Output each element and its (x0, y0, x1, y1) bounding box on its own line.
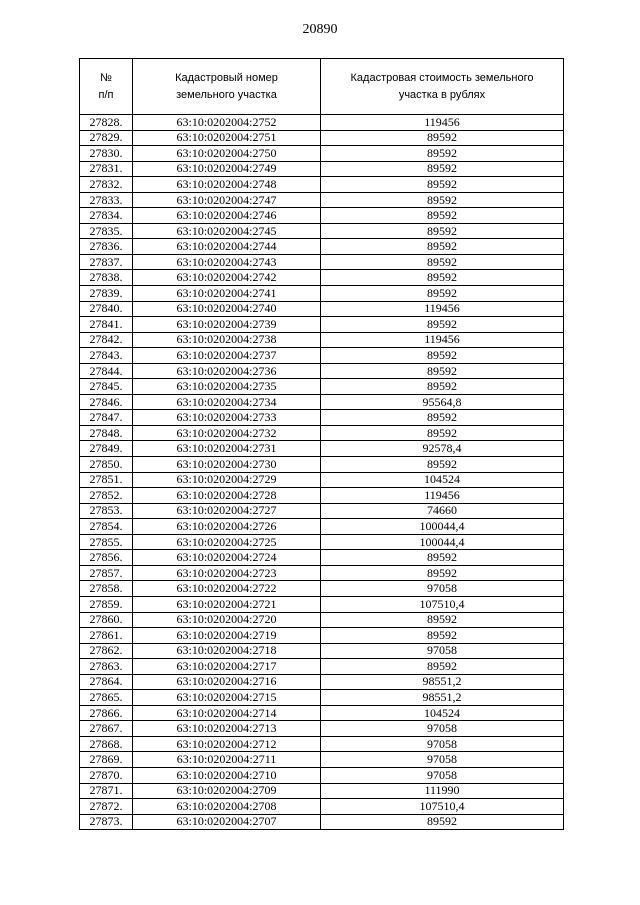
cadastral-value-cell: 119456 (321, 115, 564, 131)
cadastral-number-cell: 63:10:0202004:2745 (133, 223, 321, 239)
row-number-cell: 27841. (80, 317, 133, 333)
row-number-cell: 27830. (80, 146, 133, 162)
row-number-cell: 27868. (80, 736, 133, 752)
cadastral-number-cell: 63:10:0202004:2722 (133, 581, 321, 597)
row-number-cell: 27852. (80, 488, 133, 504)
row-number-cell: 27853. (80, 503, 133, 519)
table-row (80, 643, 564, 659)
cadastral-number-cell: 63:10:0202004:2735 (133, 379, 321, 395)
table-row (80, 192, 564, 208)
table-row (80, 721, 564, 737)
cadastral-value-cell: 89592 (321, 565, 564, 581)
row-number-cell: 27832. (80, 177, 133, 193)
cadastral-number-cell: 63:10:0202004:2732 (133, 425, 321, 441)
row-number-cell: 27835. (80, 223, 133, 239)
row-number-cell: 27851. (80, 472, 133, 488)
cadastral-number-cell: 63:10:0202004:2748 (133, 177, 321, 193)
row-number-cell: 27843. (80, 348, 133, 364)
row-number-cell: 27854. (80, 519, 133, 535)
table-row (80, 208, 564, 224)
cadastral-value-cell: 89592 (321, 146, 564, 162)
row-number-cell: 27834. (80, 208, 133, 224)
cadastral-value-cell: 100044,4 (321, 519, 564, 535)
cadastral-value-cell: 89592 (321, 192, 564, 208)
cadastral-number-cell: 63:10:0202004:2727 (133, 503, 321, 519)
table-row (80, 441, 564, 457)
cadastral-value-cell: 104524 (321, 472, 564, 488)
cadastral-number-cell: 63:10:0202004:2725 (133, 534, 321, 550)
table-row (80, 799, 564, 815)
table-row (80, 519, 564, 535)
cadastral-number-cell: 63:10:0202004:2728 (133, 488, 321, 504)
cadastral-value-cell: 89592 (321, 628, 564, 644)
row-number-cell: 27836. (80, 239, 133, 255)
table-row (80, 223, 564, 239)
cadastral-value-cell: 89592 (321, 254, 564, 270)
cadastral-number-cell: 63:10:0202004:2752 (133, 115, 321, 131)
header-row-number: № п/п (80, 59, 133, 115)
cadastral-number-cell: 63:10:0202004:2724 (133, 550, 321, 566)
table-header-row (80, 59, 564, 115)
cadastral-number-cell: 63:10:0202004:2711 (133, 752, 321, 768)
table-row (80, 705, 564, 721)
table-row (80, 628, 564, 644)
cadastral-value-cell: 89592 (321, 379, 564, 395)
cadastral-number-cell: 63:10:0202004:2708 (133, 799, 321, 815)
page-number: 20890 (302, 22, 338, 37)
table-row (80, 472, 564, 488)
row-number-cell: 27845. (80, 379, 133, 395)
cadastral-value-cell: 98551,2 (321, 690, 564, 706)
cadastral-number-cell: 63:10:0202004:2736 (133, 363, 321, 379)
table-body (80, 115, 564, 830)
table-row (80, 301, 564, 317)
cadastral-value-cell: 89592 (321, 612, 564, 628)
cadastral-value-cell: 89592 (321, 270, 564, 286)
row-number-cell: 27829. (80, 130, 133, 146)
cadastral-number-cell: 63:10:0202004:2723 (133, 565, 321, 581)
cadastral-value-cell: 97058 (321, 752, 564, 768)
row-number-cell: 27839. (80, 286, 133, 302)
table-row (80, 425, 564, 441)
row-number-cell: 27833. (80, 192, 133, 208)
table-row (80, 503, 564, 519)
cadastral-value-cell: 89592 (321, 239, 564, 255)
row-number-cell: 27871. (80, 783, 133, 799)
cadastral-value-cell: 89592 (321, 814, 564, 830)
cadastral-number-cell: 63:10:0202004:2717 (133, 659, 321, 675)
cadastral-number-cell: 63:10:0202004:2733 (133, 410, 321, 426)
row-number-cell: 27865. (80, 690, 133, 706)
cadastral-number-cell: 63:10:0202004:2726 (133, 519, 321, 535)
table-row (80, 612, 564, 628)
table-row (80, 736, 564, 752)
cadastral-number-cell: 63:10:0202004:2749 (133, 161, 321, 177)
cadastral-number-cell: 63:10:0202004:2720 (133, 612, 321, 628)
table-row (80, 457, 564, 473)
cadastral-number-cell: 63:10:0202004:2709 (133, 783, 321, 799)
cadastral-number-cell: 63:10:0202004:2721 (133, 596, 321, 612)
row-number-cell: 27847. (80, 410, 133, 426)
cadastral-number-cell: 63:10:0202004:2713 (133, 721, 321, 737)
cadastral-number-cell: 63:10:0202004:2730 (133, 457, 321, 473)
cadastral-value-cell: 89592 (321, 286, 564, 302)
cadastral-value-cell: 89592 (321, 410, 564, 426)
row-number-cell: 27856. (80, 550, 133, 566)
table-row (80, 363, 564, 379)
table-row (80, 332, 564, 348)
cadastral-number-cell: 63:10:0202004:2740 (133, 301, 321, 317)
cadastral-value-cell: 111990 (321, 783, 564, 799)
cadastral-value-cell: 89592 (321, 223, 564, 239)
cadastral-number-cell: 63:10:0202004:2739 (133, 317, 321, 333)
table-row (80, 783, 564, 799)
row-number-cell: 27869. (80, 752, 133, 768)
table-row (80, 379, 564, 395)
table-row (80, 177, 564, 193)
cadastral-number-cell: 63:10:0202004:2738 (133, 332, 321, 348)
header-cadastral-number: Кадастровый номер земельного участка (133, 59, 321, 115)
cadastral-value-cell: 89592 (321, 317, 564, 333)
row-number-cell: 27840. (80, 301, 133, 317)
row-number-cell: 27846. (80, 394, 133, 410)
table-row (80, 565, 564, 581)
row-number-cell: 27873. (80, 814, 133, 830)
row-number-cell: 27861. (80, 628, 133, 644)
cadastral-value-cell: 89592 (321, 659, 564, 675)
cadastral-number-cell: 63:10:0202004:2710 (133, 767, 321, 783)
table-row (80, 581, 564, 597)
cadastral-value-cell: 119456 (321, 332, 564, 348)
row-number-cell: 27858. (80, 581, 133, 597)
table-row (80, 348, 564, 364)
table-row (80, 130, 564, 146)
cadastral-value-cell: 89592 (321, 130, 564, 146)
cadastral-number-cell: 63:10:0202004:2714 (133, 705, 321, 721)
row-number-cell: 27857. (80, 565, 133, 581)
cadastral-value-table (79, 58, 564, 830)
row-number-cell: 27848. (80, 425, 133, 441)
cadastral-number-cell: 63:10:0202004:2744 (133, 239, 321, 255)
row-number-cell: 27872. (80, 799, 133, 815)
table-row (80, 161, 564, 177)
table-row (80, 814, 564, 830)
table-row (80, 394, 564, 410)
cadastral-value-cell: 95564,8 (321, 394, 564, 410)
table-row (80, 767, 564, 783)
cadastral-number-cell: 63:10:0202004:2719 (133, 628, 321, 644)
cadastral-number-cell: 63:10:0202004:2707 (133, 814, 321, 830)
cadastral-value-cell: 97058 (321, 736, 564, 752)
table-row (80, 286, 564, 302)
row-number-cell: 27844. (80, 363, 133, 379)
cadastral-number-cell: 63:10:0202004:2729 (133, 472, 321, 488)
table-row (80, 534, 564, 550)
table-row (80, 115, 564, 131)
cadastral-number-cell: 63:10:0202004:2746 (133, 208, 321, 224)
cadastral-number-cell: 63:10:0202004:2741 (133, 286, 321, 302)
cadastral-number-cell: 63:10:0202004:2750 (133, 146, 321, 162)
row-number-cell: 27828. (80, 115, 133, 131)
cadastral-value-cell: 89592 (321, 177, 564, 193)
cadastral-value-cell: 89592 (321, 425, 564, 441)
cadastral-number-cell: 63:10:0202004:2716 (133, 674, 321, 690)
cadastral-value-cell: 97058 (321, 767, 564, 783)
cadastral-number-cell: 63:10:0202004:2712 (133, 736, 321, 752)
table-row (80, 659, 564, 675)
table-row (80, 410, 564, 426)
row-number-cell: 27855. (80, 534, 133, 550)
cadastral-value-cell: 107510,4 (321, 799, 564, 815)
header-cadastral-value: Кадастровая стоимость земельного участка в рублях (321, 59, 564, 115)
row-number-cell: 27842. (80, 332, 133, 348)
cadastral-value-cell: 119456 (321, 301, 564, 317)
cadastral-number-cell: 63:10:0202004:2743 (133, 254, 321, 270)
cadastral-number-cell: 63:10:0202004:2737 (133, 348, 321, 364)
table-row (80, 317, 564, 333)
cadastral-value-cell: 92578,4 (321, 441, 564, 457)
table-row (80, 146, 564, 162)
cadastral-value-cell: 97058 (321, 721, 564, 737)
row-number-cell: 27860. (80, 612, 133, 628)
row-number-cell: 27849. (80, 441, 133, 457)
cadastral-number-cell: 63:10:0202004:2751 (133, 130, 321, 146)
cadastral-value-cell: 107510,4 (321, 596, 564, 612)
row-number-cell: 27863. (80, 659, 133, 675)
row-number-cell: 27866. (80, 705, 133, 721)
cadastral-value-cell: 97058 (321, 581, 564, 597)
row-number-cell: 27870. (80, 767, 133, 783)
table-row (80, 254, 564, 270)
table-row (80, 270, 564, 286)
cadastral-number-cell: 63:10:0202004:2742 (133, 270, 321, 286)
table-row (80, 239, 564, 255)
cadastral-value-cell: 89592 (321, 550, 564, 566)
row-number-cell: 27831. (80, 161, 133, 177)
row-number-cell: 27838. (80, 270, 133, 286)
cadastral-value-cell: 119456 (321, 488, 564, 504)
table-row (80, 752, 564, 768)
cadastral-value-cell: 89592 (321, 348, 564, 364)
cadastral-number-cell: 63:10:0202004:2715 (133, 690, 321, 706)
table-row (80, 690, 564, 706)
row-number-cell: 27850. (80, 457, 133, 473)
row-number-cell: 27864. (80, 674, 133, 690)
row-number-cell: 27867. (80, 721, 133, 737)
cadastral-value-cell: 89592 (321, 363, 564, 379)
cadastral-value-cell: 89592 (321, 457, 564, 473)
table-row (80, 550, 564, 566)
cadastral-value-cell: 100044,4 (321, 534, 564, 550)
table-row (80, 488, 564, 504)
cadastral-value-cell: 89592 (321, 208, 564, 224)
row-number-cell: 27859. (80, 596, 133, 612)
cadastral-value-cell: 104524 (321, 705, 564, 721)
row-number-cell: 27862. (80, 643, 133, 659)
cadastral-number-cell: 63:10:0202004:2747 (133, 192, 321, 208)
cadastral-number-cell: 63:10:0202004:2731 (133, 441, 321, 457)
table-row (80, 674, 564, 690)
cadastral-value-cell: 74660 (321, 503, 564, 519)
row-number-cell: 27837. (80, 254, 133, 270)
cadastral-value-cell: 89592 (321, 161, 564, 177)
cadastral-value-cell: 98551,2 (321, 674, 564, 690)
table-row (80, 596, 564, 612)
cadastral-value-cell: 97058 (321, 643, 564, 659)
cadastral-number-cell: 63:10:0202004:2718 (133, 643, 321, 659)
cadastral-number-cell: 63:10:0202004:2734 (133, 394, 321, 410)
